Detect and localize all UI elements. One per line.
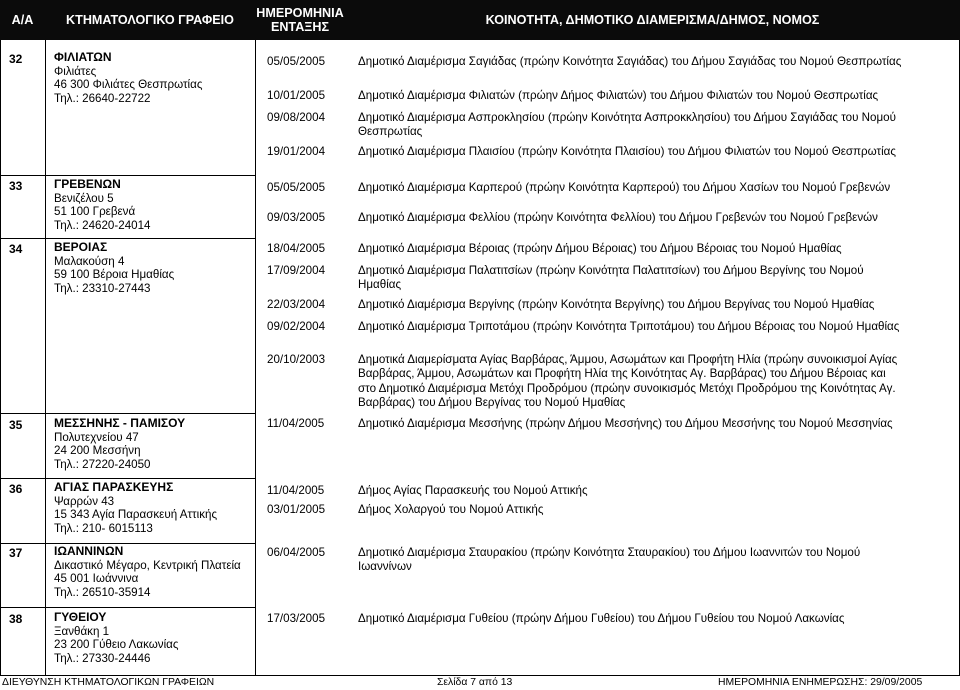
office-line: Μαλακούση 4 xyxy=(54,254,125,268)
office-number: 33 xyxy=(9,179,23,193)
office-line: 24 200 Μεσσήνη xyxy=(54,444,141,458)
office-line: 15 343 Αγία Παρασκευή Αττικής xyxy=(54,508,218,522)
table-border-left xyxy=(0,40,1,676)
office-line: Βενιζέλου 5 xyxy=(54,191,114,205)
office-details xyxy=(54,178,254,232)
entry-description: Δημοτικό Διαμέρισμα Ασπροκλησίου (πρώην Κοινότητα Ασπροκκλησίου) του Δήμου Σαγιάδας του Νομού Θεσπρωτίας xyxy=(358,111,896,139)
entry-description: Δημοτικά Διαμερίσματα Αγίας Βαρβάρας, Άμμου, Ασωμάτων και Προφήτη Ηλία (πρώην συνοικισμοί Αγίας Βαρβάρας, Άμμου, Ασωμάτων και Προφήτη Ηλία της Κοινότητας Αγ. Βαρβάρας) του Δήμου Βέροιας και στο Δημοτικό Διαμέρισμα Μετόχι Προδρόμου (πρώην συνοικισμός Μετόχι Προδρόμου της Κοινότητας Αγ. Βαρβάρας) του Δήμου Βεργίνας του Νομού Ημαθίας xyxy=(358,353,898,410)
footer-department: ΔΙΕΥΘΥΝΣΗ ΚΤΗΜΑΤΟΛΟΓΙΚΩΝ ΓΡΑΦΕΙΩΝ xyxy=(2,677,215,688)
footer-page-number: Σελίδα 7 από 13 xyxy=(437,677,513,688)
office-details xyxy=(54,545,254,599)
entry-description: Δημοτικό Διαμέρισμα Τριποτάμου (πρώην Κοινότητα Τριποτάμου) του Δήμου Βέροιας του Νομού Ημαθίας xyxy=(358,320,900,333)
office-line: Δικαστικό Μέγαρο, Κεντρική Πλατεία xyxy=(54,558,241,572)
entry-date: 09/08/2004 xyxy=(267,111,326,124)
office-phone: Τηλ.: 26640-22722 xyxy=(54,91,151,105)
office-number: 38 xyxy=(9,612,23,626)
row-divider xyxy=(0,413,256,414)
entry-date: 09/03/2005 xyxy=(267,211,326,224)
office-line: Ψαρρών 43 xyxy=(54,494,115,508)
row-divider xyxy=(0,607,256,608)
office-number: 35 xyxy=(9,418,23,432)
entry-date: 22/03/2004 xyxy=(267,298,326,311)
entry-description: Δημοτικό Διαμέρισμα Παλατιτσίων (πρώην Κοινότητα Παλατιτσίων) του Δήμου Βεργίνης του Νομού Ημαθίας xyxy=(358,264,864,292)
office-line: 45 001 Ιωάννινα xyxy=(54,572,139,586)
office-details xyxy=(54,417,254,471)
office-number: 32 xyxy=(9,52,23,66)
entry-description: Δημοτικό Διαμέρισμα Φελλίου (πρώην Κοινότητα Φελλίου) του Δήμου Γρεβενών του Νομού Γρεβενών xyxy=(358,211,878,224)
office-phone: Τηλ.: 27220-24050 xyxy=(54,457,151,471)
office-line: 59 100 Βέροια Ημαθίας xyxy=(54,268,175,282)
entry-description: Δημοτικό Διαμέρισμα Βέροιας (πρώην Δήμου Βέροιας) του Δήμου Βέροιας του Νομού Ημαθίας xyxy=(358,242,842,255)
entry-description: Δημοτικό Διαμέρισμα Βεργίνης (πρώην Κοινότητα Βεργίνης) του Δήμου Βεργίνας του Νομού Ημαθίας xyxy=(358,298,875,311)
office-line: Φιλιάτες xyxy=(54,64,97,78)
entry-description: Δήμος Χολαργού του Νομού Αττικής xyxy=(358,503,544,516)
office-line: Πολυτεχνείου 47 xyxy=(54,430,139,444)
header-aa: Α/Α xyxy=(11,13,34,27)
entry-description: Δημοτικό Διαμέρισμα Πλαισίου (πρώην Κοινότητα Πλαισίου) του Δήμου Φιλιατών του Νομού Θεσπρωτίας xyxy=(358,145,896,158)
office-details xyxy=(54,611,254,665)
header-office: ΚΤΗΜΑΤΟΛΟΓΙΚΟ ΓΡΑΦΕΙΟ xyxy=(66,13,234,27)
office-line: Ξανθάκη 1 xyxy=(54,624,110,638)
office-number: 37 xyxy=(9,546,23,560)
row-divider xyxy=(0,238,256,239)
office-phone: Τηλ.: 24620-24014 xyxy=(54,218,151,232)
entry-date: 17/03/2005 xyxy=(267,612,326,625)
entry-date: 03/01/2005 xyxy=(267,503,326,516)
entry-date: 05/05/2005 xyxy=(267,55,326,68)
office-line: 46 300 Φιλιάτες Θεσπρωτίας xyxy=(54,78,203,92)
office-name: ΓΥΘΕΙΟΥ xyxy=(54,610,107,624)
office-line: 51 100 Γρεβενά xyxy=(54,205,136,219)
table-header xyxy=(0,0,960,40)
entry-date: 19/01/2004 xyxy=(267,145,326,158)
office-phone: Τηλ.: 210- 6015113 xyxy=(54,521,153,535)
office-details xyxy=(54,51,254,105)
entry-date: 20/10/2003 xyxy=(267,353,326,366)
office-name: ΜΕΣΣΗΝΗΣ - ΠΑΜΙΣΟΥ xyxy=(54,416,186,430)
entry-date: 18/04/2005 xyxy=(267,242,326,255)
entry-description: Δημοτικό Διαμέρισμα Καρπερού (πρώην Κοινότητα Καρπερού) του Δήμου Χασίων του Νομού Γρεβενών xyxy=(358,181,891,194)
entry-date: 09/02/2004 xyxy=(267,320,326,333)
office-name: ΑΓΙΑΣ ΠΑΡΑΣΚΕΥΗΣ xyxy=(54,480,174,494)
column-divider xyxy=(45,40,46,676)
row-divider xyxy=(0,478,256,479)
entry-date: 05/05/2005 xyxy=(267,181,326,194)
office-number: 36 xyxy=(9,482,23,496)
entry-date: 11/04/2005 xyxy=(267,417,325,430)
header-date: ΗΜΕΡΟΜΗΝΙΑ ΕΝΤΑΞΗΣ xyxy=(256,6,344,34)
entry-date: 10/01/2005 xyxy=(267,89,326,102)
entry-description: Δημοτικό Διαμέρισμα Γυθείου (πρώην Δήμου Γυθείου) του Δήμου Γυθείου του Νομού Λακωνίας xyxy=(358,612,845,625)
page-footer xyxy=(0,676,960,690)
entry-description: Δημοτικό Διαμέρισμα Σαγιάδας (πρώην Κοινότητα Σαγιάδας) του Δήμου Σαγιάδας του Νομού Θεσπρωτίας xyxy=(358,55,902,68)
entry-description: Δημοτικό Διαμέρισμα Φιλιατών (πρώην Δήμος Φιλιατών) του Δήμου Φιλιατών του Νομού Θεσπρωτίας xyxy=(358,89,879,102)
office-name: ΒΕΡΟΙΑΣ xyxy=(54,240,108,254)
entry-date: 17/09/2004 xyxy=(267,264,326,277)
header-area: ΚΟΙΝΟΤΗΤΑ, ΔΗΜΟΤΙΚΟ ΔΙΑΜΕΡΙΣΜΑ/ΔΗΜΟΣ, ΝΟΜΟΣ xyxy=(485,13,820,27)
entry-date: 06/04/2005 xyxy=(267,546,326,559)
office-details xyxy=(54,241,254,295)
office-name: ΓΡΕΒΕΝΩΝ xyxy=(54,177,121,191)
office-line: 23 200 Γύθειο Λακωνίας xyxy=(54,638,179,652)
row-divider xyxy=(0,175,256,176)
office-details xyxy=(54,481,254,535)
footer-update-date: ΗΜΕΡΟΜΗΝΙΑ ΕΝΗΜΕΡΩΣΗΣ: 29/09/2005 xyxy=(718,677,923,688)
column-divider xyxy=(255,40,256,676)
entry-description: Δημοτικό Διαμέρισμα Μεσσήνης (πρώην Δήμου Μεσσήνης) του Δήμου Μεσσήνης του Νομού Μεσσηνίας xyxy=(358,417,893,430)
office-name: ΙΩΑΝΝΙΝΩΝ xyxy=(54,544,124,558)
office-phone: Τηλ.: 27330-24446 xyxy=(54,651,151,665)
office-number: 34 xyxy=(9,242,23,256)
office-phone: Τηλ.: 26510-35914 xyxy=(54,585,151,599)
entry-date: 11/04/2005 xyxy=(267,484,325,497)
office-name: ΦΙΛΙΑΤΩΝ xyxy=(54,50,112,64)
row-divider xyxy=(0,543,256,544)
office-phone: Τηλ.: 23310-27443 xyxy=(54,281,151,295)
entry-description: Δήμος Αγίας Παρασκευής του Νομού Αττικής xyxy=(358,484,588,497)
entry-description: Δημοτικό Διαμέρισμα Σταυρακίου (πρώην Κοινότητα Σταυρακίου) του Δήμου Ιωαννιτών του Νομού Ιωαννίνων xyxy=(358,546,861,574)
